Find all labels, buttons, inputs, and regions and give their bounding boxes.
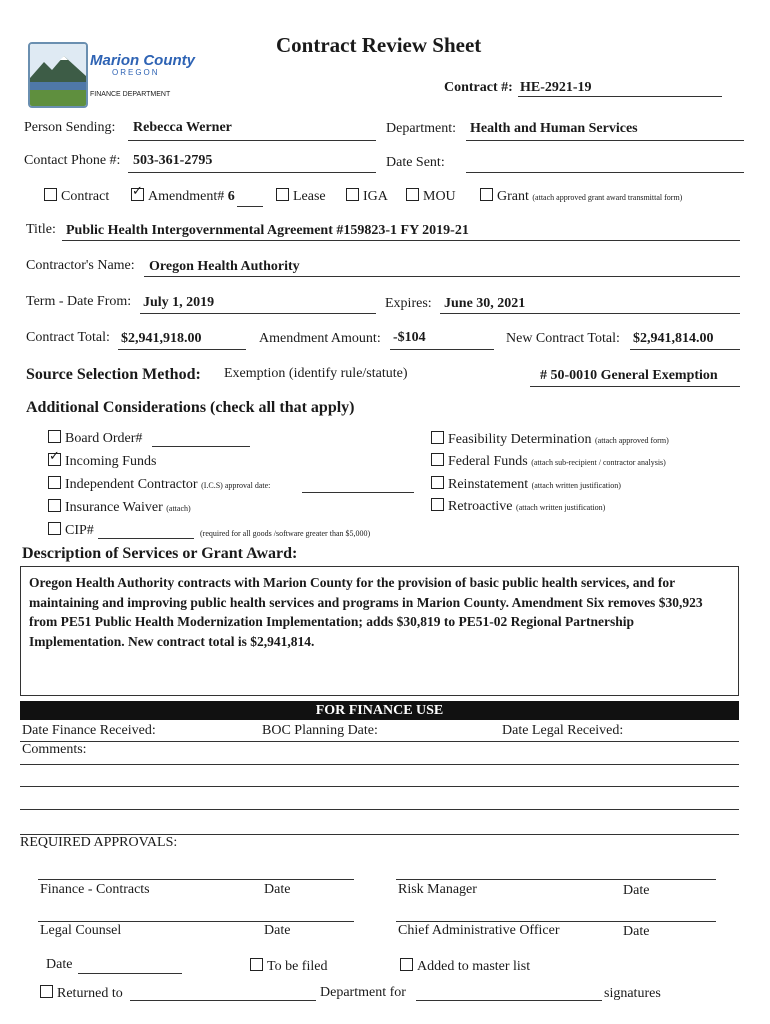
description-heading: Description of Services or Grant Award:: [22, 545, 298, 562]
iga-checkbox[interactable]: [346, 188, 359, 201]
returned-to-label: Returned to: [57, 986, 123, 1001]
title-value[interactable]: Public Health Intergovernmental Agreement #159823-1 FY 2019-21: [66, 223, 469, 238]
federal-funds-checkbox[interactable]: [431, 453, 444, 466]
finance-contracts-label: Finance - Contracts: [40, 882, 150, 897]
date-finance-received-label: Date Finance Received:: [22, 723, 156, 738]
additional-heading: Additional Considerations (check all that apply): [26, 399, 355, 416]
date-label: Date: [46, 957, 73, 972]
reinstatement-item[interactable]: [431, 476, 621, 493]
lease-label: Lease: [293, 189, 326, 204]
type-lease[interactable]: [276, 188, 326, 205]
source-selection-label: Source Selection Method:: [26, 366, 201, 383]
independent-contractor-label: Independent Contractor: [65, 477, 198, 492]
new-total-value[interactable]: $2,941,814.00: [633, 331, 714, 346]
org-sub: OREGON: [112, 68, 160, 77]
feasibility-item[interactable]: [431, 431, 669, 448]
added-master-checkbox[interactable]: [400, 958, 413, 971]
signatures-label: signatures: [604, 986, 661, 1001]
added-master-item[interactable]: [400, 958, 530, 975]
term-from-value[interactable]: July 1, 2019: [143, 295, 215, 310]
boc-planning-date-label: BOC Planning Date:: [262, 723, 378, 738]
contract-number-label: Contract #:: [444, 80, 513, 95]
person-sending-label: Person Sending:: [24, 120, 116, 135]
cip-item[interactable]: [48, 522, 94, 539]
department-label: Department:: [386, 121, 456, 136]
contractor-value[interactable]: Oregon Health Authority: [149, 259, 300, 274]
risk-manager-label: Risk Manager: [398, 882, 477, 897]
grant-note: (attach approved grant award transmittal form): [532, 193, 683, 202]
independent-contractor-item[interactable]: [48, 476, 270, 493]
feasibility-label: Feasibility Determination: [448, 432, 592, 447]
type-amendment[interactable]: [131, 188, 235, 205]
contract-checkbox[interactable]: [44, 188, 57, 201]
finance-banner: FOR FINANCE USE: [20, 701, 739, 720]
contract-label: Contract: [61, 189, 110, 204]
source-value[interactable]: # 50-0010 General Exemption: [540, 368, 718, 383]
incoming-funds-label: Incoming Funds: [65, 454, 157, 469]
insurance-waiver-item[interactable]: [48, 499, 191, 516]
retroactive-label: Retroactive: [448, 499, 513, 514]
incoming-funds-checkbox[interactable]: [48, 453, 61, 466]
cao-date-label: Date: [623, 924, 650, 939]
type-iga[interactable]: [346, 188, 388, 205]
grant-checkbox[interactable]: [480, 188, 493, 201]
risk-date-label: Date: [623, 883, 650, 898]
grant-label: Grant: [497, 189, 529, 204]
retroactive-item[interactable]: [431, 498, 605, 515]
board-order-label: Board Order#: [65, 431, 143, 446]
cip-note: (required for all goods /software greater than $5,000): [200, 529, 371, 538]
returned-to-item[interactable]: [40, 985, 123, 1002]
department-value[interactable]: Health and Human Services: [470, 121, 638, 136]
required-approvals-heading: REQUIRED APPROVALS:: [20, 835, 178, 850]
comments-label: Comments:: [22, 742, 87, 757]
expires-value[interactable]: June 30, 2021: [444, 296, 526, 311]
returned-to-checkbox[interactable]: [40, 985, 53, 998]
contract-total-label: Contract Total:: [26, 330, 110, 345]
retroactive-note: (attach written justification): [516, 503, 606, 512]
mountain-logo-icon: [30, 44, 86, 106]
type-mou[interactable]: [406, 188, 456, 205]
date-legal-received-label: Date Legal Received:: [502, 723, 624, 738]
person-sending-value[interactable]: Rebecca Werner: [133, 120, 232, 135]
date-sent-label: Date Sent:: [386, 155, 445, 170]
federal-funds-label: Federal Funds: [448, 454, 528, 469]
amendment-amount-label: Amendment Amount:: [259, 331, 381, 346]
board-order-checkbox[interactable]: [48, 430, 61, 443]
contract-total-value[interactable]: $2,941,918.00: [121, 331, 202, 346]
description-text: Oregon Health Authority contracts with Marion County for the provision of basic public health services, and for maintaining and improving public health services and programs in Marion County. Amendment Six removes $30,923 from PE51 Public Health Modernization Implementation; adds $30,819 to PE51-02 Regional Partnership Implementation. New contract total is $2,941,814.: [29, 575, 703, 649]
cao-label: Chief Administrative Officer: [398, 923, 560, 938]
legal-date-label: Date: [264, 923, 291, 938]
feasibility-note: (attach approved form): [594, 436, 669, 445]
mou-label: MOU: [423, 189, 456, 204]
insurance-note: (attach): [166, 504, 191, 513]
contact-phone-label: Contact Phone #:: [24, 153, 121, 168]
to-be-filed-checkbox[interactable]: [250, 958, 263, 971]
contract-number[interactable]: HE-2921-19: [520, 80, 592, 95]
description-box[interactable]: [20, 566, 739, 696]
insurance-waiver-checkbox[interactable]: [48, 499, 61, 512]
dept-name: FINANCE DEPARTMENT: [90, 91, 171, 98]
retroactive-checkbox[interactable]: [431, 498, 444, 511]
feasibility-checkbox[interactable]: [431, 431, 444, 444]
iga-label: IGA: [363, 189, 388, 204]
county-logo: [28, 42, 88, 108]
incoming-funds-item[interactable]: [48, 453, 156, 470]
ic-note: (I.C.S) approval date:: [201, 481, 271, 490]
federal-note: (attach sub-recipient / contractor analysis): [531, 458, 666, 467]
new-total-label: New Contract Total:: [506, 331, 620, 346]
contractor-label: Contractor's Name:: [26, 258, 135, 273]
org-name: Marion County: [90, 52, 195, 69]
lease-checkbox[interactable]: [276, 188, 289, 201]
contact-phone-value[interactable]: 503-361-2795: [133, 153, 213, 168]
amendment-amount-value[interactable]: -$104: [393, 330, 426, 345]
federal-funds-item[interactable]: [431, 453, 666, 470]
amendment-number[interactable]: 6: [227, 189, 235, 204]
independent-contractor-checkbox[interactable]: [48, 476, 61, 489]
reinstatement-note: (attach written justification): [531, 481, 621, 490]
term-from-label: Term - Date From:: [26, 294, 132, 309]
amendment-checkbox[interactable]: [131, 188, 144, 201]
to-be-filed-label: To be filed: [267, 959, 328, 974]
legal-counsel-label: Legal Counsel: [40, 923, 122, 938]
finance-date-label: Date: [264, 882, 291, 897]
reinstatement-checkbox[interactable]: [431, 476, 444, 489]
department-for-label: Department for: [320, 985, 406, 1000]
cip-label: CIP#: [65, 523, 94, 538]
amendment-label: Amendment#: [148, 189, 225, 204]
type-contract[interactable]: [44, 188, 109, 205]
source-method: Exemption (identify rule/statute): [224, 366, 408, 381]
page-title: Contract Review Sheet: [276, 33, 482, 57]
expires-label: Expires:: [385, 296, 432, 311]
reinstatement-label: Reinstatement: [448, 477, 529, 492]
board-order-item[interactable]: [48, 430, 142, 447]
type-grant[interactable]: [480, 188, 682, 205]
to-be-filed-item[interactable]: [250, 958, 327, 975]
cip-checkbox[interactable]: [48, 522, 61, 535]
insurance-waiver-label: Insurance Waiver: [65, 500, 163, 515]
mou-checkbox[interactable]: [406, 188, 419, 201]
title-label: Title:: [26, 222, 56, 237]
added-master-label: Added to master list: [417, 959, 531, 974]
